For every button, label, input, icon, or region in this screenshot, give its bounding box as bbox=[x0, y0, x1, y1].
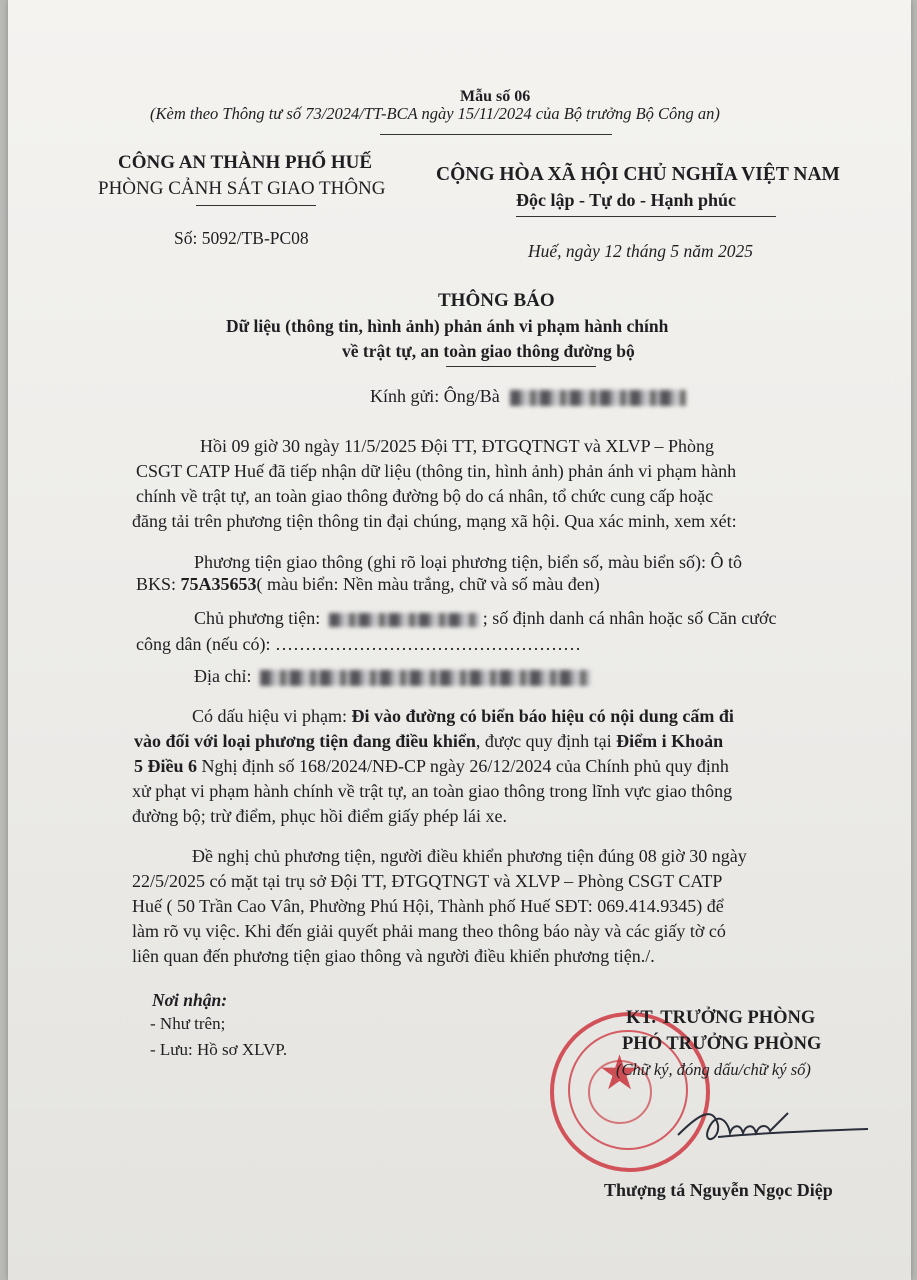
sign-note: (Chữ ký, đóng dấu/chữ ký số) bbox=[616, 1060, 811, 1079]
title-underline bbox=[446, 366, 596, 367]
p1-line2: CSGT CATP Huế đã tiếp nhận dữ liệu (thông tin, hình ảnh) phản ánh vi phạm hành bbox=[136, 461, 737, 481]
redacted-recipient-name bbox=[510, 390, 686, 406]
legal-point: Điểm i Khoản bbox=[616, 731, 724, 751]
p6-line5: liên quan đến phương tiện giao thông và người điều khiển phương tiện./. bbox=[132, 946, 655, 966]
violation-label: Có dấu hiệu vi phạm: bbox=[192, 706, 352, 726]
p5-line1 bbox=[192, 706, 734, 727]
p3-line1 bbox=[194, 608, 776, 629]
sign-title-1: KT. TRƯỞNG PHÒNG bbox=[626, 1008, 816, 1028]
p3-line2: công dân (nếu có): …………………………………………… bbox=[136, 634, 581, 654]
recipient-label: Kính gửi: Ông/Bà bbox=[370, 386, 500, 406]
doc-title: THÔNG BÁO bbox=[438, 290, 555, 311]
signer-name: Thượng tá Nguyễn Ngọc Diệp bbox=[604, 1180, 833, 1200]
address-label: Địa chỉ: bbox=[194, 666, 252, 686]
p1-line4: đăng tải trên phương tiện thông tin đại chúng, mạng xã hội. Qua xác minh, xem xét: bbox=[132, 511, 737, 531]
form-reference: (Kèm theo Thông tư số 73/2024/TT-BCA ngày 15/11/2024 của Bộ trưởng Bộ Công an) bbox=[150, 104, 720, 123]
plate-label: BKS: bbox=[136, 574, 181, 594]
legal-article: 5 Điều 6 bbox=[134, 756, 197, 776]
issuer-underline bbox=[196, 205, 316, 206]
p5-line4: xử phạt vi phạm hành chính về trật tự, an toàn giao thông trong lĩnh vực giao thông bbox=[132, 781, 733, 801]
recipients-title: Nơi nhận: bbox=[152, 990, 228, 1010]
recipient-line bbox=[370, 386, 686, 407]
issuer-line1: CÔNG AN THÀNH PHỐ HUẾ bbox=[118, 152, 373, 173]
p6-line1: Đề nghị chủ phương tiện, người điều khiển phương tiện đúng 08 giờ 30 ngày bbox=[192, 846, 747, 866]
doc-subtitle-2: về trật tự, an toàn giao thông đường bộ bbox=[342, 341, 635, 361]
p6-line2: 22/5/2025 có mặt tại trụ sở Đội TT, ĐTGQTNGT và XLVP – Phòng CSGT CATP bbox=[132, 871, 723, 891]
violation-text-1: Đi vào đường có biển báo hiệu có nội dung cấm đi bbox=[351, 706, 734, 726]
p1-line1: Hồi 09 giờ 30 ngày 11/5/2025 Đội TT, ĐTGQTNGT và XLVP – Phòng bbox=[200, 436, 715, 456]
recipients-item-2: - Lưu: Hồ sơ XLVP. bbox=[150, 1040, 288, 1059]
stamp-star-icon: ★ bbox=[598, 1047, 642, 1100]
owner-id-label: ; số định danh cá nhân hoặc số Căn cước bbox=[482, 608, 777, 628]
owner-label: Chủ phương tiện: bbox=[194, 608, 321, 628]
p6-line3: Huế ( 50 Trần Cao Vân, Phường Phú Hội, Thành phố Huế SĐT: 069.414.9345) để bbox=[132, 896, 724, 916]
p5-line2 bbox=[134, 731, 723, 752]
place-date: Huế, ngày 12 tháng 5 năm 2025 bbox=[528, 241, 754, 261]
p6-line4: làm rõ vụ việc. Khi đến giải quyết phải mang theo thông báo này và các giấy tờ có bbox=[132, 921, 726, 941]
doc-subtitle-1: Dữ liệu (thông tin, hình ảnh) phản ánh vi phạm hành chính bbox=[226, 316, 669, 336]
issuer-line2: PHÒNG CẢNH SÁT GIAO THÔNG bbox=[98, 178, 386, 199]
doc-number: Số: 5092/TB-PC08 bbox=[174, 228, 309, 248]
recipients-item-1: - Như trên; bbox=[150, 1014, 226, 1033]
p1-line3: chính về trật tự, an toàn giao thông đường bộ do cá nhân, tổ chức cung cấp hoặc bbox=[136, 486, 714, 506]
motto-underline bbox=[516, 216, 776, 217]
reference-underline bbox=[380, 134, 612, 135]
p5-line3 bbox=[134, 756, 729, 777]
plate-color: ( màu biển: Nền màu trắng, chữ và số màu đen) bbox=[256, 574, 600, 594]
p2-line2 bbox=[136, 574, 600, 595]
violation-text-2: vào đối với loại phương tiện đang điều khiển bbox=[134, 731, 476, 751]
national-motto: Độc lập - Tự do - Hạnh phúc bbox=[516, 190, 737, 210]
national-title: CỘNG HÒA XÃ HỘI CHỦ NGHĨA VIỆT NAM bbox=[436, 164, 840, 185]
form-number: Mẫu số 06 bbox=[460, 88, 531, 105]
handwritten-signature bbox=[658, 1085, 888, 1155]
p2-line1: Phương tiện giao thông (ghi rõ loại phương tiện, biển số, màu biển số): Ô tô bbox=[194, 552, 742, 572]
p5-line5: đường bộ; trừ điểm, phục hồi điểm giấy phép lái xe. bbox=[132, 806, 507, 826]
plate-number: 75A35653 bbox=[180, 574, 257, 594]
document-page bbox=[8, 0, 911, 1280]
redacted-owner-name bbox=[329, 613, 479, 627]
decree-text: Nghị định số 168/2024/NĐ-CP ngày 26/12/2024 của Chính phủ quy định bbox=[197, 756, 729, 776]
p4-line1 bbox=[194, 666, 590, 687]
redacted-address bbox=[260, 670, 590, 686]
regulated-at: , được quy định tại bbox=[475, 731, 617, 751]
sign-title-2: PHÓ TRƯỞNG PHÒNG bbox=[622, 1034, 822, 1054]
